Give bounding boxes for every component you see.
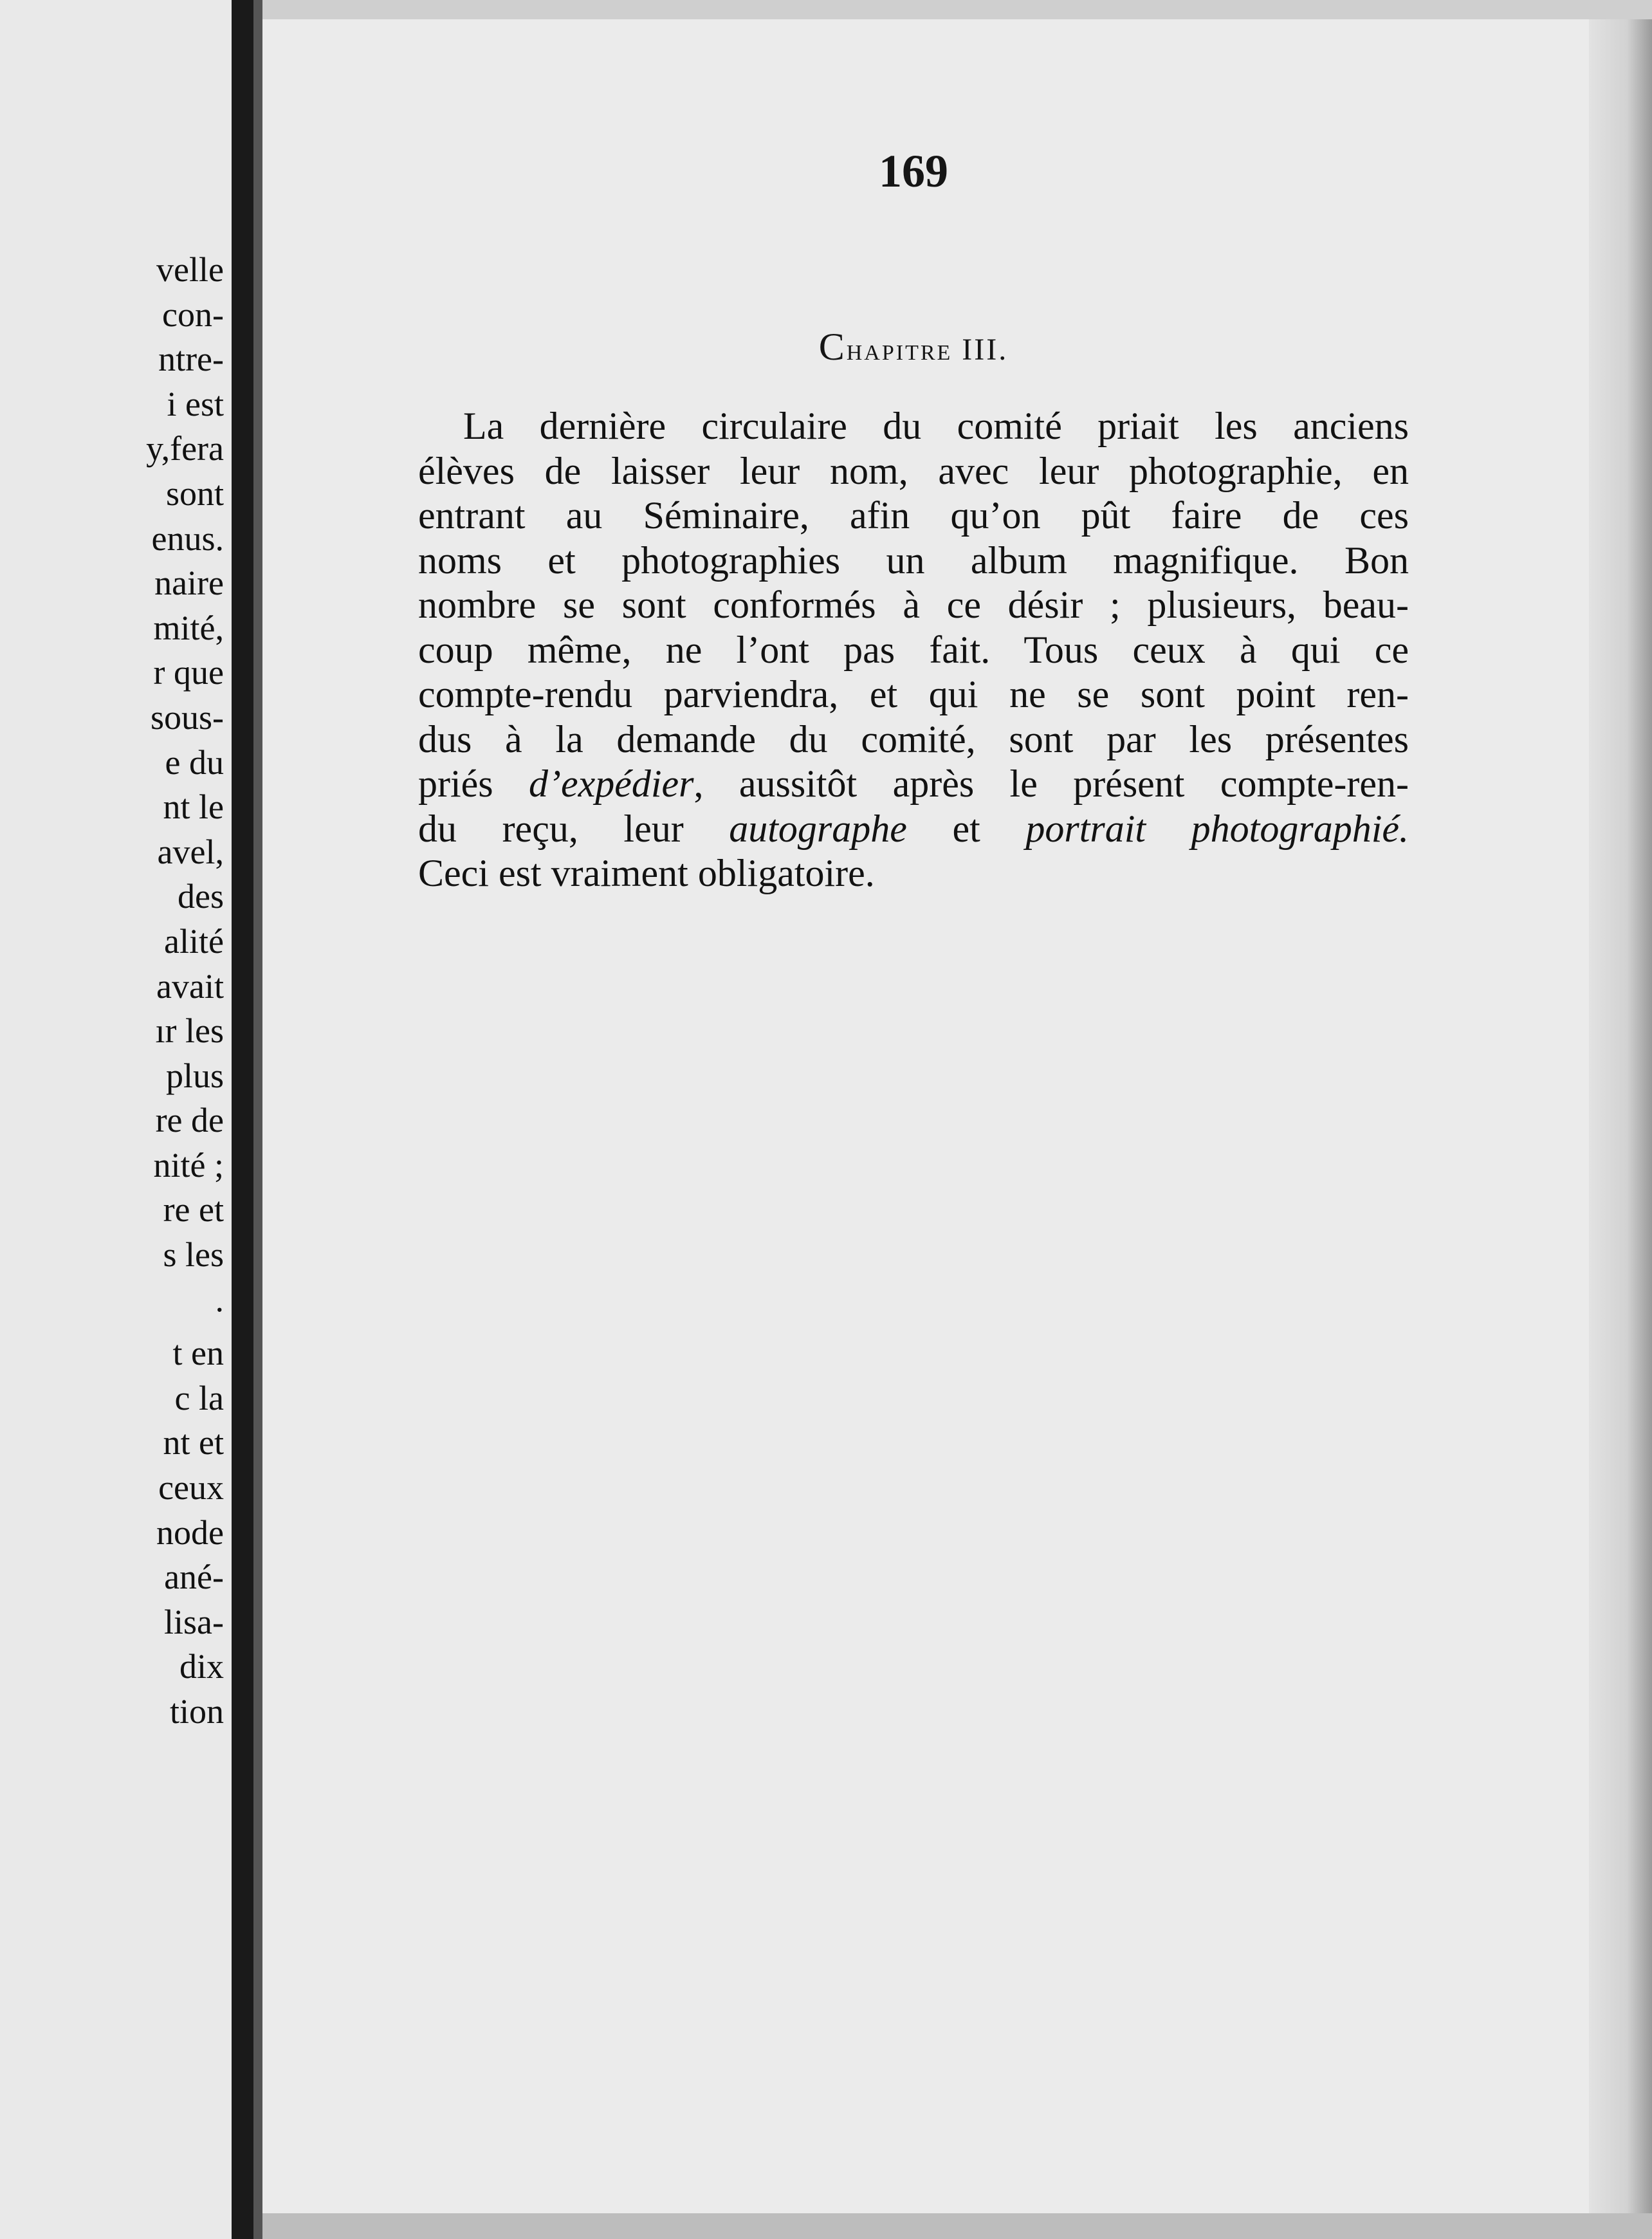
line-text: La dernière circulaire du comité priait les anciens	[463, 405, 1409, 447]
line-text: entrant au Séminaire, afin qu’on pût faire de ces	[418, 494, 1409, 537]
left-page-text	[5, 248, 224, 1735]
left-page-line: i est	[167, 384, 224, 423]
line-text: élèves de laisser leur nom, avec leur photographie, en	[418, 449, 1409, 492]
paragraph-line	[418, 493, 1409, 539]
line-text: coup même, ne l’ont pas fait. Tous ceux à qui ce	[418, 628, 1409, 671]
left-page-line: e du	[165, 742, 224, 782]
top-edge-shadow	[262, 0, 1652, 19]
line-text: Ceci est vraiment obligatoire.	[418, 852, 875, 894]
left-facing-page	[0, 0, 232, 2239]
left-page-line: s les	[163, 1235, 224, 1275]
chapter-title-initial: C	[818, 326, 847, 368]
left-page-line: ntre-	[158, 340, 224, 379]
line-text: compte-rendu parviendra, et qui ne se sont point ren-	[418, 673, 1409, 715]
left-page-line: avel,	[157, 832, 224, 871]
italic-text: autographe	[729, 807, 907, 850]
paragraph-line	[418, 583, 1409, 628]
paragraph-line	[418, 672, 1409, 717]
book-gutter-shadow	[253, 0, 262, 2239]
left-page-line: nt et	[163, 1423, 224, 1462]
line-text: du reçu, leur	[418, 807, 730, 850]
left-page-line: .	[215, 1280, 224, 1319]
paragraph-line	[418, 717, 1409, 762]
paragraph-line	[418, 762, 1409, 807]
page-edge	[1589, 0, 1652, 2239]
italic-text: portrait photographié.	[1025, 807, 1409, 850]
left-page-line: con-	[162, 295, 224, 334]
italic-text: d’expédier	[529, 762, 694, 805]
line-text: et	[906, 807, 1026, 850]
chapter-paragraph	[418, 404, 1409, 896]
left-page-line: alité	[164, 921, 224, 961]
left-page-line: plus	[165, 1056, 224, 1095]
left-page-line: avait	[156, 966, 224, 1006]
line-text: dus à la demande du comité, sont par les présentes	[418, 717, 1409, 760]
left-page-line: des	[178, 877, 224, 916]
bottom-edge-shadow	[262, 2213, 1652, 2239]
paragraph-line	[418, 539, 1409, 584]
left-page-line: velle	[156, 250, 224, 289]
left-page-line: y,fera	[146, 429, 224, 468]
left-page-line: sous-	[150, 697, 224, 737]
book-gutter	[232, 0, 253, 2239]
left-page-line: sont	[165, 474, 224, 513]
paragraph-line	[418, 807, 1409, 852]
chapter-title-rest: hapitre III.	[846, 333, 1009, 367]
left-page-line: ceux	[158, 1468, 224, 1507]
left-page-line: re de	[155, 1101, 224, 1140]
left-page-line: tion	[169, 1692, 224, 1731]
left-page-line: t en	[172, 1334, 224, 1373]
left-page-line: lisa-	[164, 1602, 224, 1641]
left-page-line: ané-	[164, 1558, 224, 1597]
paragraph-line	[418, 851, 1409, 896]
left-page-line: c la	[174, 1378, 224, 1417]
paragraph-line	[418, 404, 1409, 449]
left-page-line: naire	[154, 564, 224, 603]
line-text: priés	[418, 762, 529, 805]
left-page-line: r que	[153, 653, 224, 692]
left-page-line: enus.	[151, 519, 224, 558]
left-page-line: ır les	[155, 1011, 224, 1051]
left-page-line: mité,	[153, 608, 224, 647]
left-page-line: dix	[179, 1647, 224, 1686]
left-page-line: nité ;	[153, 1145, 224, 1184]
paragraph-line	[418, 628, 1409, 673]
left-page-line: re et	[163, 1190, 224, 1230]
page-number: 169	[879, 145, 948, 197]
paragraph-line	[418, 449, 1409, 494]
line-text: noms et photographies un album magnifique. Bon	[418, 539, 1409, 582]
line-text: , aussitôt après le présent compte-ren-	[693, 762, 1409, 805]
left-page-line: node	[156, 1513, 224, 1552]
chapter-title	[675, 325, 1152, 369]
line-text: nombre se sont conformés à ce désir ; plusieurs, beau-	[418, 584, 1409, 626]
left-page-line: nt le	[163, 788, 224, 827]
